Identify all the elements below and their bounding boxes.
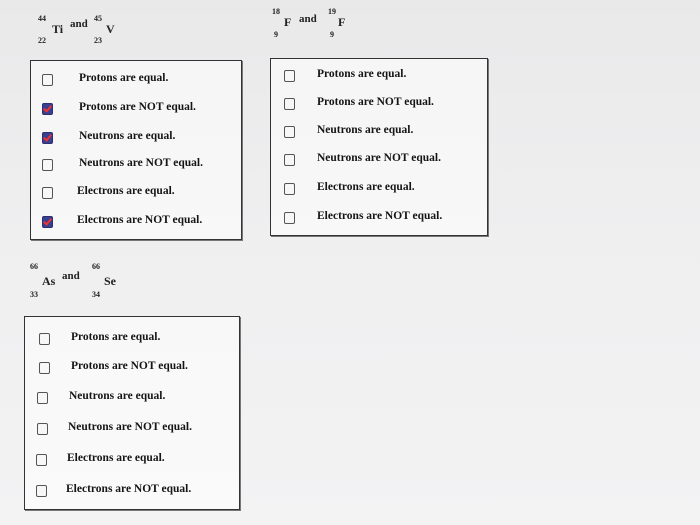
checkbox[interactable]	[284, 126, 295, 138]
checkbox[interactable]	[36, 485, 47, 497]
atomic-number: 23	[94, 36, 102, 45]
option-neutrons-equal[interactable]	[31, 129, 241, 147]
checkbox[interactable]	[42, 187, 53, 199]
option-label: Electrons are equal.	[67, 452, 165, 464]
option-label: Neutrons are NOT equal.	[68, 421, 192, 433]
option-neutrons-not-equal[interactable]	[271, 151, 487, 169]
element-symbol: F	[284, 15, 292, 29]
option-neutrons-not-equal[interactable]	[31, 156, 241, 174]
mass-number: 45	[94, 14, 102, 23]
checkbox-checked[interactable]	[42, 103, 53, 115]
option-neutrons-equal[interactable]	[25, 389, 239, 407]
checkbox[interactable]	[284, 154, 295, 166]
checkbox[interactable]	[39, 333, 50, 345]
checkbox[interactable]	[284, 70, 295, 82]
atomic-number: 9	[330, 30, 334, 39]
problem-2-header	[272, 4, 372, 44]
option-label: Electrons are equal.	[77, 185, 175, 197]
mass-number: 66	[92, 262, 100, 271]
checkbox[interactable]	[42, 159, 53, 171]
element-symbol: F	[338, 15, 346, 29]
checkbox[interactable]	[36, 454, 47, 466]
checkbox[interactable]	[37, 423, 48, 435]
element-symbol: V	[106, 22, 115, 36]
atomic-number: 34	[92, 290, 100, 299]
atomic-number: 22	[38, 36, 46, 45]
conjunction: and	[70, 18, 88, 30]
checkbox-checked[interactable]	[42, 216, 53, 228]
option-label: Protons are equal.	[317, 68, 407, 80]
checkbox[interactable]	[284, 212, 295, 224]
problem-1-header	[34, 12, 144, 52]
element-symbol: Ti	[52, 22, 64, 36]
problem-2-options	[270, 58, 488, 236]
option-neutrons-not-equal[interactable]	[25, 420, 239, 438]
option-label: Neutrons are NOT equal.	[317, 152, 441, 164]
option-label: Protons are NOT equal.	[317, 96, 434, 108]
checkbox[interactable]	[284, 183, 295, 195]
option-label: Neutrons are equal.	[69, 390, 166, 402]
mass-number: 18	[272, 7, 280, 16]
option-label: Electrons are equal.	[317, 181, 415, 193]
option-label: Electrons are NOT equal.	[77, 214, 203, 226]
option-electrons-not-equal[interactable]	[25, 482, 239, 500]
problem-3-options	[24, 316, 240, 510]
checkbox[interactable]	[284, 98, 295, 110]
conjunction: and	[299, 13, 317, 25]
option-protons-equal[interactable]	[31, 71, 241, 89]
atomic-number: 33	[30, 290, 38, 299]
option-protons-not-equal[interactable]	[271, 95, 487, 113]
option-label: Electrons are NOT equal.	[317, 210, 443, 222]
option-label: Neutrons are equal.	[317, 124, 414, 136]
element-symbol: Se	[104, 274, 116, 288]
option-protons-equal[interactable]	[25, 330, 239, 348]
checkbox[interactable]	[39, 362, 50, 374]
option-label: Protons are equal.	[71, 331, 161, 343]
option-protons-not-equal[interactable]	[25, 359, 239, 377]
option-label: Neutrons are equal.	[79, 130, 176, 142]
option-protons-equal[interactable]	[271, 67, 487, 85]
option-electrons-equal[interactable]	[25, 451, 239, 469]
option-electrons-equal[interactable]	[31, 184, 241, 202]
option-label: Protons are NOT equal.	[71, 360, 188, 372]
mass-number: 44	[38, 14, 46, 23]
problem-1-options	[30, 60, 242, 240]
option-label: Protons are NOT equal.	[79, 101, 196, 113]
option-protons-not-equal[interactable]	[31, 100, 241, 118]
option-label: Electrons are NOT equal.	[66, 483, 192, 495]
conjunction: and	[62, 270, 80, 282]
problem-3-header	[28, 262, 138, 304]
checkbox[interactable]	[37, 392, 48, 404]
option-neutrons-equal[interactable]	[271, 123, 487, 141]
option-electrons-not-equal[interactable]	[271, 209, 487, 227]
option-electrons-equal[interactable]	[271, 180, 487, 198]
checkbox-checked[interactable]	[42, 132, 53, 144]
option-label: Neutrons are NOT equal.	[79, 157, 203, 169]
checkbox[interactable]	[42, 74, 53, 86]
mass-number: 19	[328, 7, 336, 16]
option-electrons-not-equal[interactable]	[31, 213, 241, 231]
option-label: Protons are equal.	[79, 72, 169, 84]
mass-number: 66	[30, 262, 38, 271]
element-symbol: As	[42, 274, 56, 288]
atomic-number: 9	[274, 30, 278, 39]
